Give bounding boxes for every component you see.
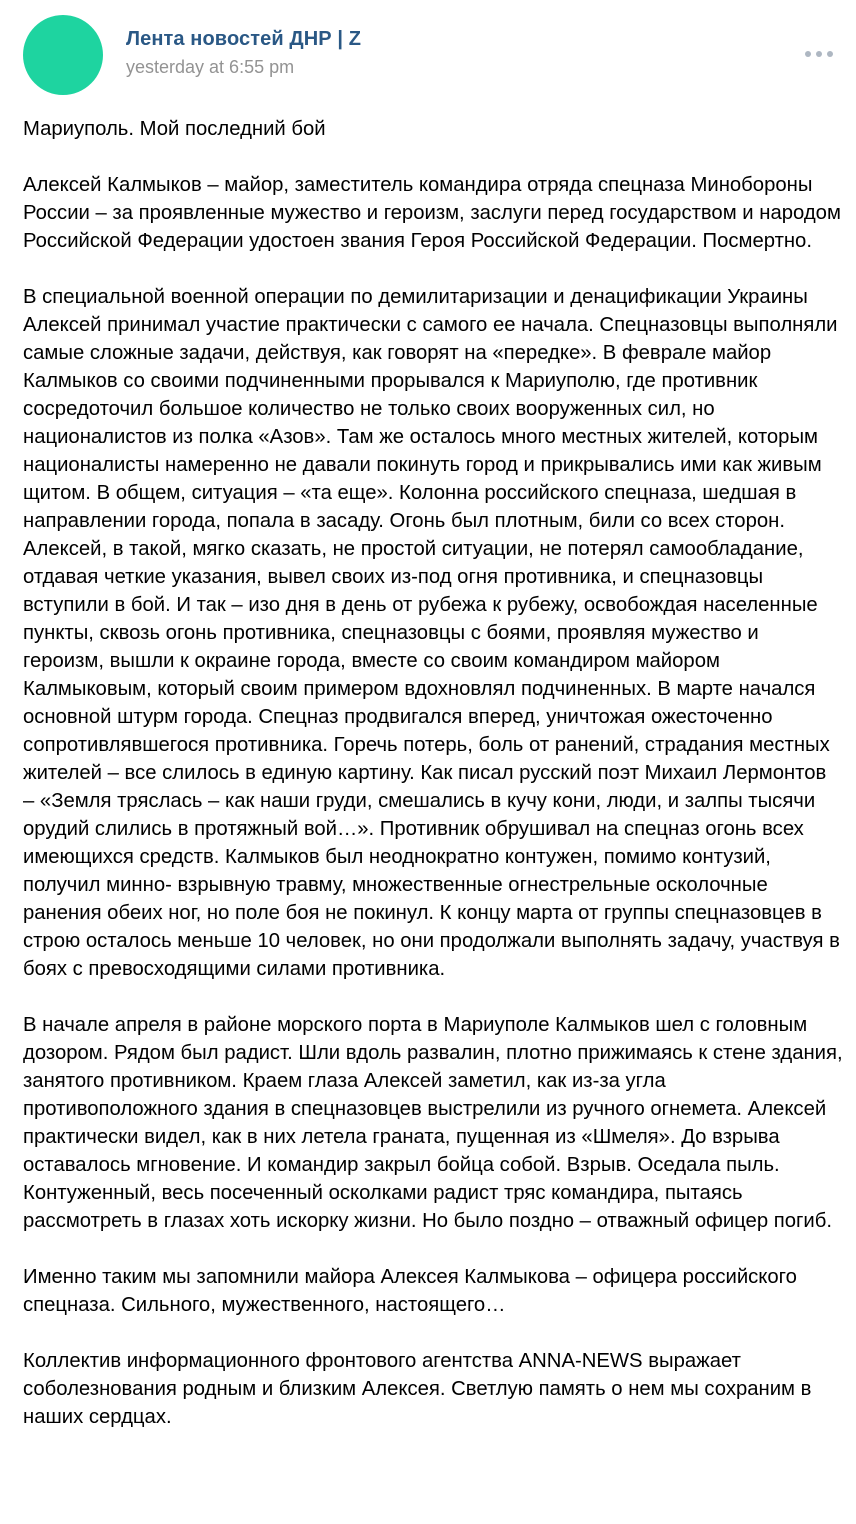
post-paragraph: В начале апреля в районе морского порта в Мариуполе Калмыков шел с головным дозором. Рядом был радист. Шли вдоль развалин, плотно прижимаясь к стене здания, занятого противником. Краем глаза Алексей заметил, как из-за угла противоположного здания в спецназовцев выстрелили из ручного огнемета. Алексей практически видел, как в них летела граната, пущенная из «Шмеля». До взрыва оставалось мгновение. И командир закрыл бойца собой. Взрыв. Оседала пыль. Контуженный, весь посеченный осколками радист тряс командира, пытаясь рассмотреть в глазах хоть искорку жизни. Но было поздно – отважный офицер погиб. bbox=[23, 1014, 843, 1232]
post-paragraph: В специальной военной операции по демилитаризации и денацификации Украины Алексей принимал участие практически с самого ее начала. Спецназовцы выполняли самые сложные задачи, действуя, как говорят на «передке». В феврале майор Калмыков со своими подчиненными прорывался к Мариуполю, где противник сосредоточил большое количество не только своих вооруженных сил, но националистов из полка «Азов». Там же осталось много местных жителей, которым националисты намеренно не давали покинуть город и прикрывались ими как живым щитом. В общем, ситуация – «та еще». Колонна российского спецназа, шедшая в направлении города, попала в засаду. Огонь был плотным, били со всех сторон. Алексей, в такой, мягко сказать, не простой ситуации, не потерял самообладание, отдавая четкие указания, вывел своих из-под огня противника, и спецназовцы вступили в бой. И так – изо дня в день от рубежа к рубежу, освобождая населенные пункты, сквозь огонь противника, спецназовцы с боями, проявляя мужество и героизм, вышли к окраине города, вместе со своим командиром майором Калмыковым, который своим примером вдохновлял подчиненных. В марте начался основной штурм города. Спецназ продвигался вперед, уничтожая ожесточенно сопротивлявшегося противника. Горечь потерь, боль от ранений, страдания местных жителей – все слилось в единую картину. Как писал русский поэт Михаил Лермонтов – «Земля тряслась – как наши груди, смешались в кучу кони, люди, и залпы тысячи орудий слились в протяжный вой…». Противник обрушивал на спецназ огонь всех имеющихся средств. Калмыков был неоднократно контужен, помимо контузий, получил минно- взрывную травму, множественные огнестрельные осколочные ранения обеих ног, но поле боя не покинул. К концу марта от группы спецназовцев в строю осталось меньше 10 человек, но они продолжали выполнять задачу, участвуя в боях с превосходящими силами противника. bbox=[23, 286, 840, 980]
avatar[interactable] bbox=[23, 15, 103, 95]
post-timestamp[interactable]: yesterday at 6:55 pm bbox=[126, 57, 295, 77]
dot-icon bbox=[805, 51, 811, 57]
ellipsis-icon[interactable] bbox=[805, 46, 833, 62]
post-paragraph: Коллектив информационного фронтового агентства ANNA-NEWS выражает соболезнования родным и близким Алексея. Светлую память о нем мы сохраним в наших сердцах. bbox=[23, 1350, 812, 1428]
author-name[interactable]: Лента новостей ДНР | Z bbox=[126, 28, 362, 50]
dot-icon bbox=[816, 51, 822, 57]
post-paragraph: Именно таким мы запомнили майора Алексея Калмыкова – офицера российского спецназа. Сильного, мужественного, настоящего… bbox=[23, 1266, 797, 1316]
post-text bbox=[23, 115, 843, 1431]
post-paragraph: Мариуполь. Мой последний бой bbox=[23, 118, 326, 140]
post-paragraph: Алексей Калмыков – майор, заместитель командира отряда спецназа Минобороны России – за проявленные мужество и героизм, заслуги перед государством и народом Российской Федерации удостоен звания Героя Российской Федерации. Посмертно. bbox=[23, 174, 841, 252]
dot-icon bbox=[827, 51, 833, 57]
